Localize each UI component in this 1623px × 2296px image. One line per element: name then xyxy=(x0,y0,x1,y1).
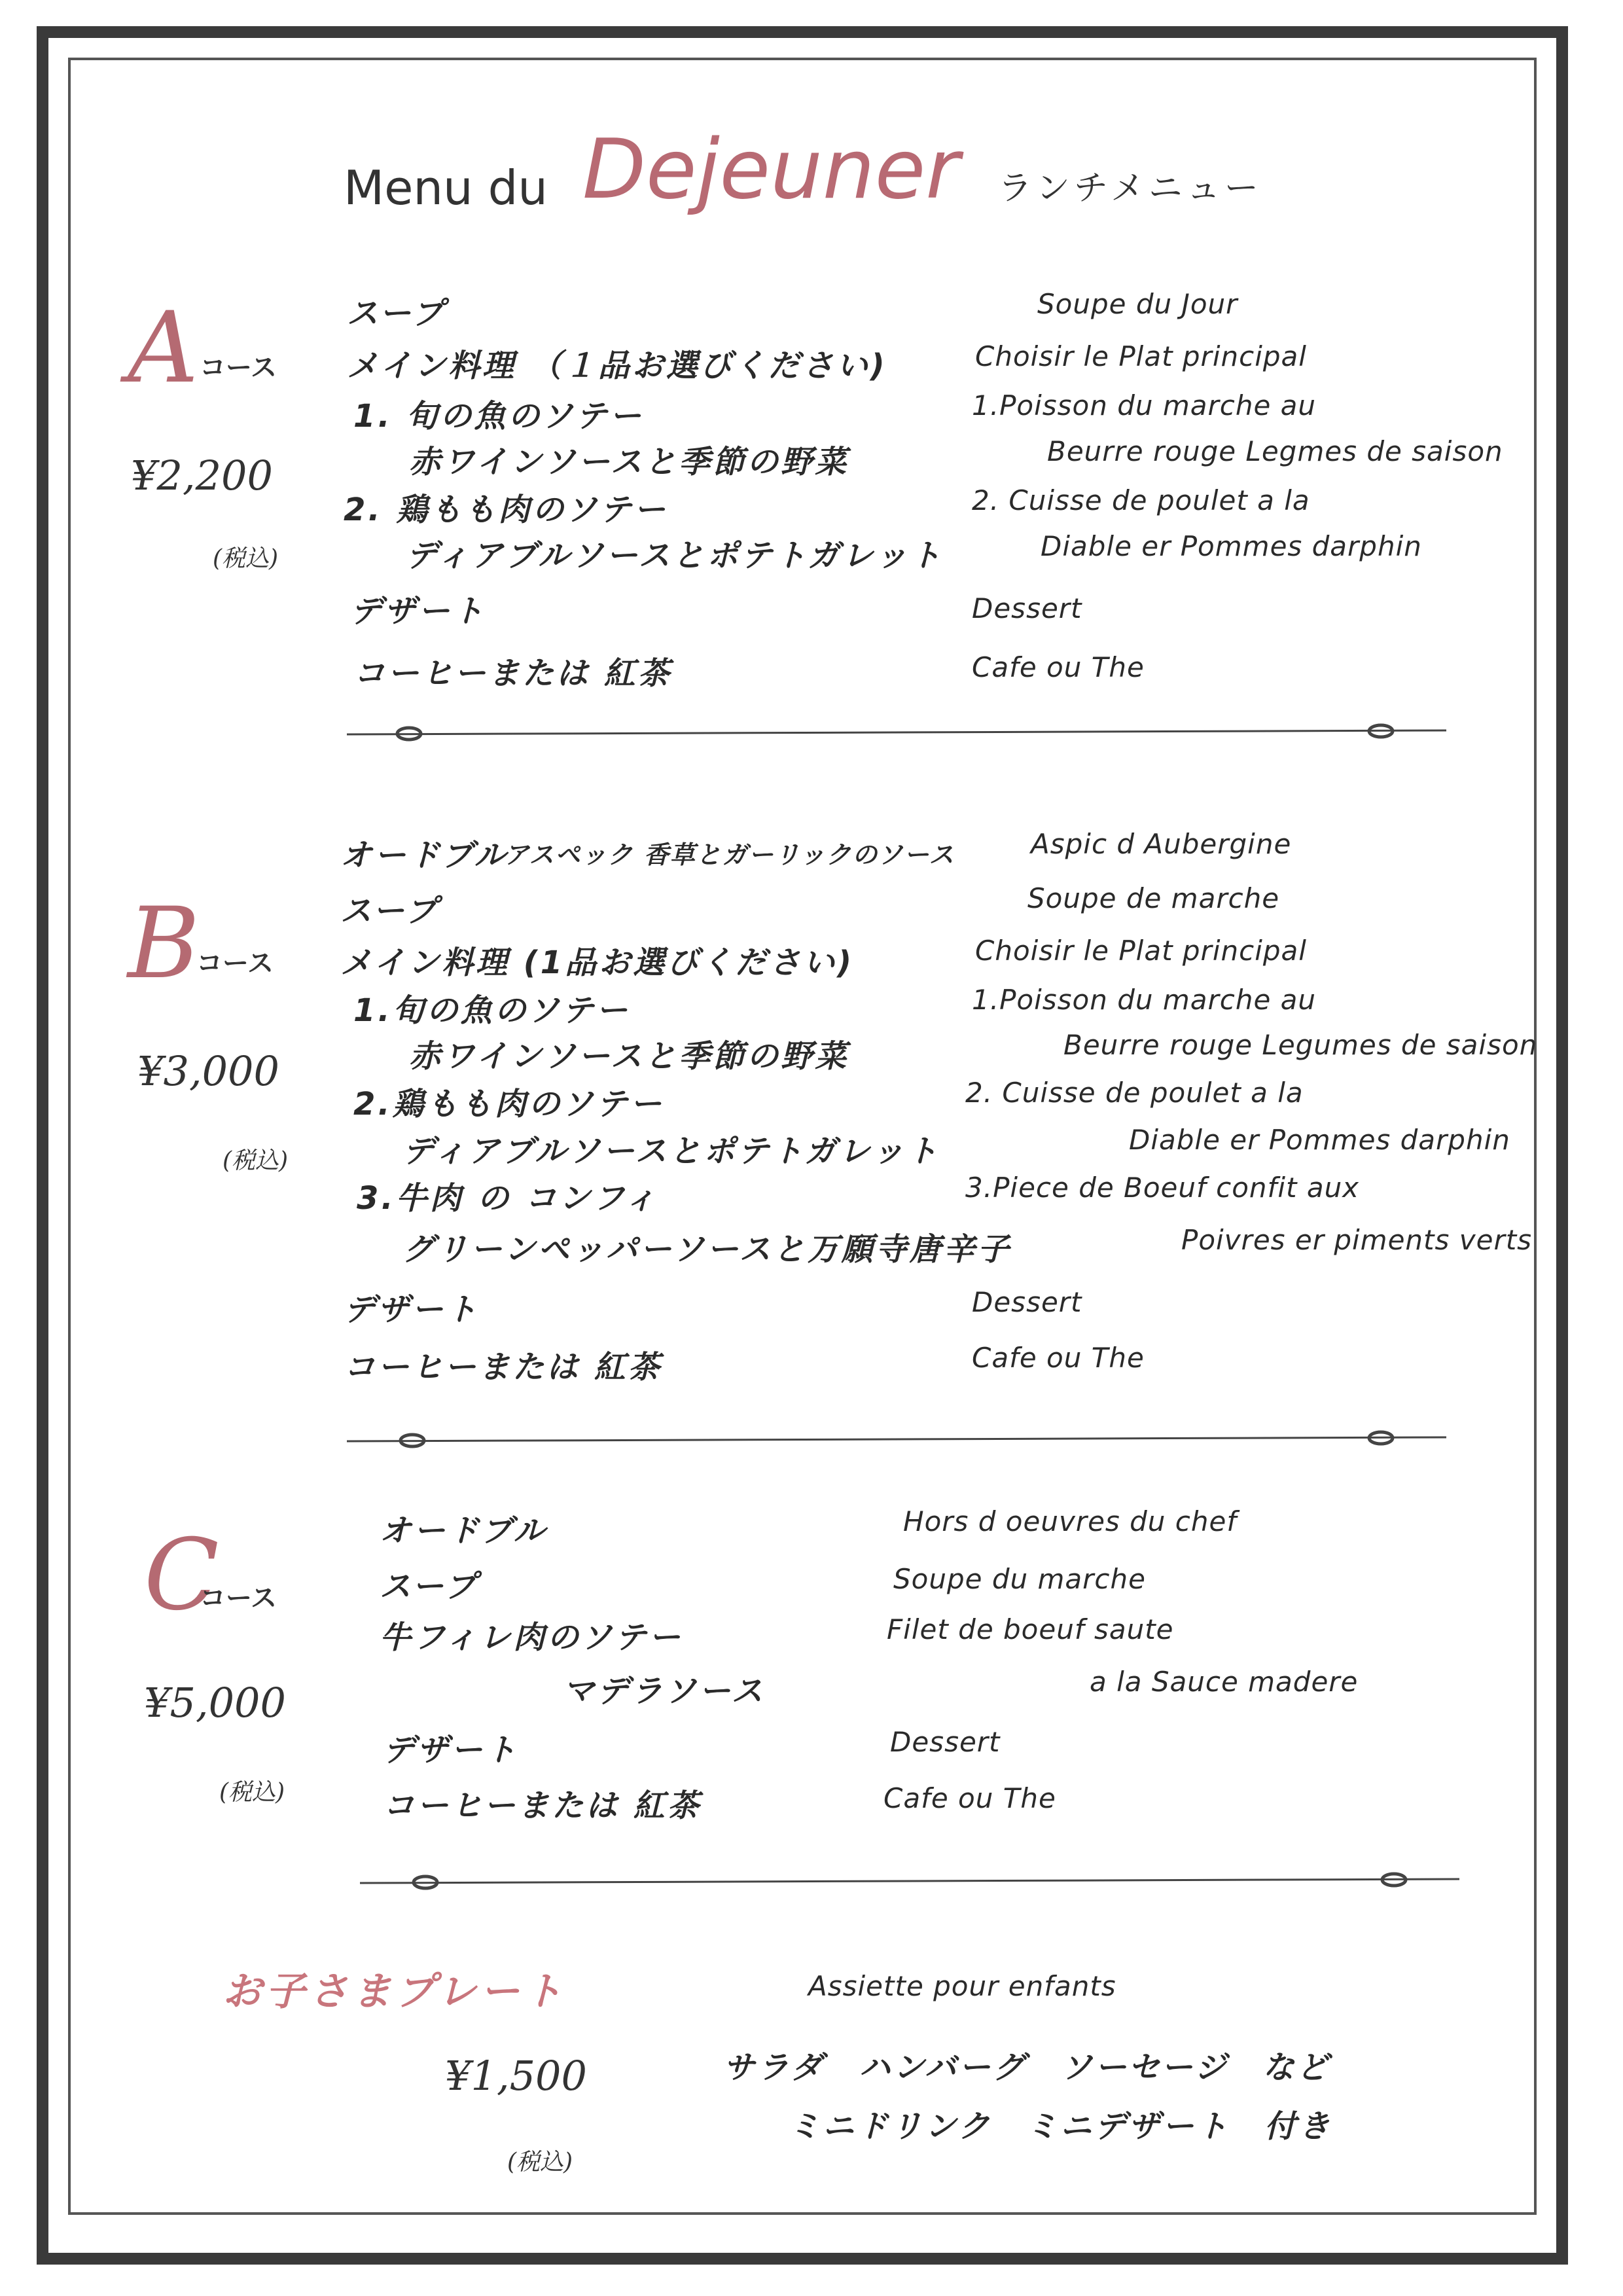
course-b-jp-item: グリーンペッパーソースと万願寺唐辛子 xyxy=(402,1231,1012,1268)
course-b-jp-starter-desc: アスペック 香草とガーリックのソース xyxy=(504,840,955,869)
course-b-fr-item: 2. Cuisse de poulet a la xyxy=(965,1077,1304,1109)
kids-plate-line-2: ミニドリンク ミニデザート 付き xyxy=(789,2108,1333,2145)
kids-plate-tax: (税込) xyxy=(507,2149,573,2176)
ornamental-divider xyxy=(347,720,1446,746)
course-a-jp-item: ディアブルソースとポテトガレット xyxy=(406,537,944,574)
course-c-fr-item: a la Sauce madere xyxy=(1090,1666,1359,1698)
course-b-fr-item: Aspic d Aubergine xyxy=(1031,828,1292,860)
course-c-jp-item: デザート xyxy=(383,1732,520,1768)
course-a-jp-item: デザート xyxy=(350,593,487,630)
course-b-letter: B xyxy=(128,887,200,1001)
course-c-fr-item: Soupe du marche xyxy=(893,1563,1146,1595)
course-a-jp-item: スープ xyxy=(347,295,446,332)
course-b-jp-item: 赤ワインソースと季節の野菜 xyxy=(409,1038,849,1075)
course-b-fr-item: Diable er Pommes darphin xyxy=(1129,1124,1510,1156)
course-a-price: ¥2,200 xyxy=(131,452,273,499)
course-a-label: コース xyxy=(200,353,277,383)
course-b-jp-item: スープ xyxy=(340,893,440,929)
course-b-jp-item: コーヒーまたは 紅茶 xyxy=(344,1349,662,1386)
course-a-jp-item: 2. 鶏もも肉のソテー xyxy=(344,492,668,528)
course-b-fr-item: Dessert xyxy=(972,1286,1082,1318)
course-b-jp-item: メイン料理 (1品お選びください) xyxy=(340,944,855,981)
course-b-price: ¥3,000 xyxy=(137,1047,279,1095)
course-a-fr-item: 2. Cuisse de poulet a la xyxy=(972,484,1310,516)
course-c-label: コース xyxy=(200,1583,277,1613)
course-a-jp-item: コーヒーまたは 紅茶 xyxy=(353,655,672,692)
kids-plate-french: Assiette pour enfants xyxy=(808,1970,1116,2002)
course-b-fr-item: 3.Piece de Boeuf confit aux xyxy=(965,1172,1360,1204)
course-a-fr-item: Diable er Pommes darphin xyxy=(1041,530,1422,562)
course-c-jp-item: マデラソース xyxy=(563,1673,766,1710)
course-b-jp-starter: オードブル xyxy=(340,837,508,874)
kids-plate-line-1: サラダ ハンバーグ ソーセージ など xyxy=(723,2049,1331,2086)
kids-plate-price: ¥1,500 xyxy=(445,2052,587,2100)
course-a-jp-item: メイン料理 （１品お選びください) xyxy=(347,348,887,384)
course-c-fr-item: Cafe ou The xyxy=(883,1782,1056,1814)
course-c-letter: C xyxy=(144,1518,219,1632)
course-c-jp-item: オードブル xyxy=(380,1513,548,1549)
course-b-fr-item: Poivres er piments verts xyxy=(1181,1224,1533,1256)
course-b-jp-item: 2.鶏もも肉のソテー xyxy=(353,1086,664,1122)
title-japanese: ランチメニュー xyxy=(998,169,1262,208)
title-dejeuner: Dejeuner xyxy=(582,121,960,217)
course-b-jp-item: 1.旬の魚のソテー xyxy=(353,992,630,1029)
course-b-fr-item: Soupe de marche xyxy=(1027,882,1280,914)
course-c-tax: (税込) xyxy=(219,1779,285,1806)
course-c-jp-item: 牛フィレ肉のソテー xyxy=(380,1619,683,1656)
course-a-fr-item: Soupe du Jour xyxy=(1037,288,1238,320)
course-c-jp-item: コーヒーまたは 紅茶 xyxy=(383,1787,702,1824)
course-a-jp-item: 1. 旬の魚のソテー xyxy=(353,398,644,435)
course-a-fr-item: Choisir le Plat principal xyxy=(975,340,1307,372)
course-c-fr-item: Filet de boeuf saute xyxy=(887,1613,1174,1645)
title-menu-du: Menu du xyxy=(344,160,548,215)
course-a-fr-item: 1.Poisson du marche au xyxy=(972,389,1316,422)
course-b-fr-item: Beurre rouge Legumes de saison xyxy=(1063,1029,1538,1061)
course-b-tax: (税込) xyxy=(223,1147,289,1174)
course-b-label: コース xyxy=(196,948,274,978)
ornamental-divider xyxy=(347,1427,1446,1453)
course-b-jp-item: 3.牛肉 の コンフィ xyxy=(357,1180,659,1217)
course-a-jp-item: 赤ワインソースと季節の野菜 xyxy=(409,444,849,480)
course-c-price: ¥5,000 xyxy=(144,1679,286,1727)
course-b-fr-item: 1.Poisson du marche au xyxy=(972,984,1316,1016)
course-b-jp-item: デザート xyxy=(344,1291,480,1328)
course-a-fr-item: Dessert xyxy=(972,592,1082,624)
course-a-tax: (税込) xyxy=(213,545,279,572)
course-b-fr-item: Choisir le Plat principal xyxy=(975,935,1307,967)
course-a-fr-item: Beurre rouge Legmes de saison xyxy=(1047,435,1503,467)
course-c-fr-item: Hors d oeuvres du chef xyxy=(903,1505,1238,1537)
course-c-fr-item: Dessert xyxy=(890,1726,1001,1758)
course-b-fr-item: Cafe ou The xyxy=(972,1342,1145,1374)
course-a-letter: A xyxy=(128,291,199,405)
course-c-jp-item: スープ xyxy=(380,1568,479,1605)
ornamental-divider xyxy=(360,1869,1459,1895)
kids-plate-title: お子さまプレート xyxy=(223,1969,567,2015)
course-b-jp-item: ディアブルソースとポテトガレット xyxy=(402,1133,940,1170)
course-a-fr-item: Cafe ou The xyxy=(972,651,1145,683)
